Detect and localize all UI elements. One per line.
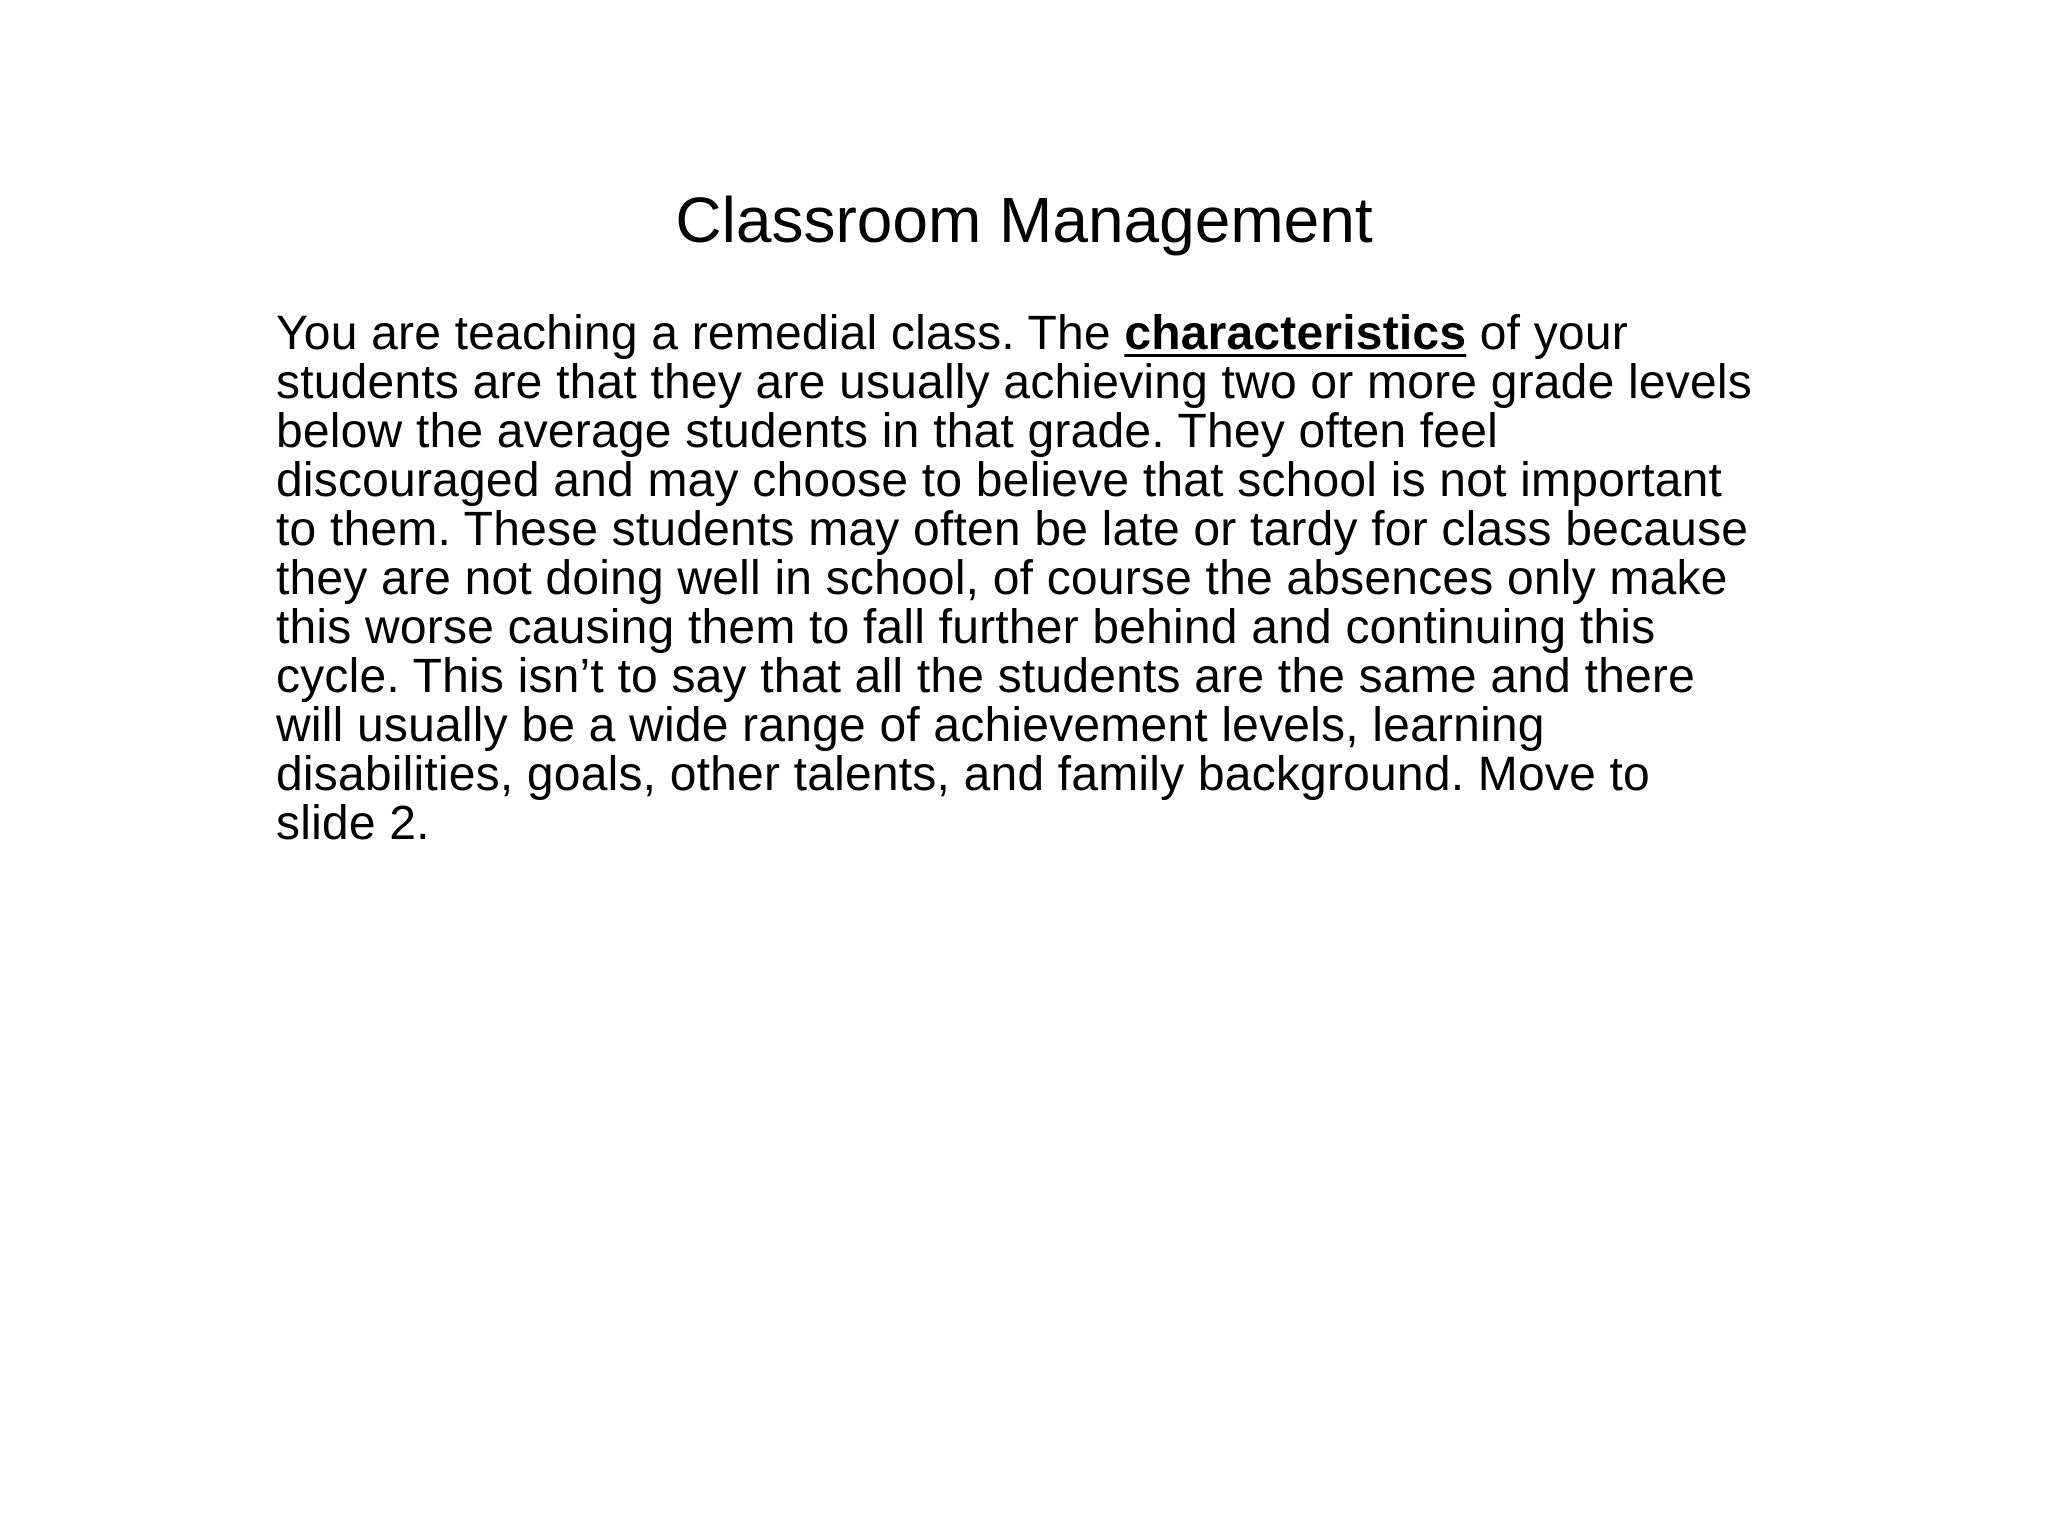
slide-title: Classroom Management [675,184,1373,256]
body-line-11: slide 2. [276,797,430,850]
body-line-5: to them. These students may often be late or tardy for class because [276,503,1749,556]
characteristics-link[interactable]: characteristics [1124,307,1467,360]
slide-body-text [276,309,1876,848]
body-line-2: students are that they are usually achieving two or more grade levels [276,356,1752,409]
body-line-8: cycle. This isn’t to say that all the students are the same and there [276,650,1695,703]
body-line-1 [276,309,1876,358]
body-line-1-end: of your [1466,307,1628,360]
body-line-9: will usually be a wide range of achievement levels, learning [276,699,1545,752]
body-line-7: this worse causing them to fall further behind and continuing this [276,601,1656,654]
body-line-1-start: You are teaching a remedial class. The [276,307,1125,360]
body-line-10: disabilities, goals, other talents, and family background. Move to [276,748,1650,801]
body-line-4: discouraged and may choose to believe that school is not important [276,454,1723,507]
body-line-6: they are not doing well in school, of course the absences only make [276,552,1728,605]
body-line-3: below the average students in that grade. They often feel [276,405,1498,458]
